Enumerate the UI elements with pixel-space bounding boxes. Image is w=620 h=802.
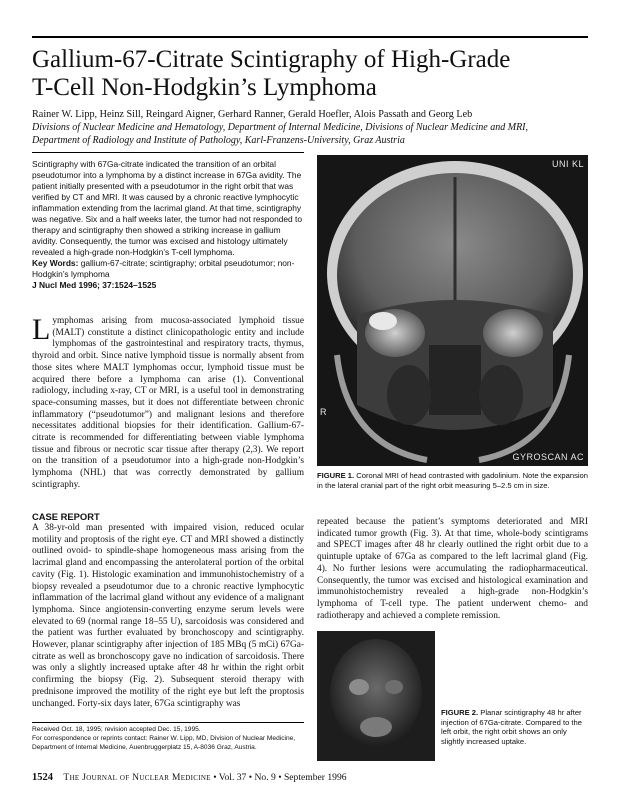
keywords [32, 258, 304, 280]
affiliation-line-2: Department of Radiology and Institute of Pathology, Karl-Franzens-University, Graz Austria [32, 135, 405, 146]
mri-label-top-right: UNI KL [551, 159, 584, 169]
keywords-text: gallium-67-citrate; scintigraphy; orbital pseudotumor; non-Hodgkin’s lymphoma [32, 258, 295, 279]
figure-1-caption-text: Coronal MRI of head contrasted with gadolinium. Note the expansion in the lateral cranial part of the right orbit measuring 5–2.5 cm in size. [317, 471, 589, 490]
affiliations [32, 121, 588, 147]
figure-2-scintigraphy-image [317, 631, 435, 761]
figure-2-caption-label: FIGURE 2. [441, 708, 479, 717]
scintigraphy-drawing [317, 631, 435, 761]
drop-cap: L [32, 313, 51, 346]
figure-2-caption [441, 708, 588, 746]
top-rule [32, 36, 588, 38]
page-number: 1524 [32, 772, 53, 783]
mri-scan-drawing [317, 155, 588, 466]
page-footer [32, 772, 588, 783]
abstract-box [32, 152, 304, 291]
keywords-label: Key Words: [32, 258, 79, 268]
affiliation-line-1: Divisions of Nuclear Medicine and Hematology, Department of Internal Medicine, Divisions of Nuclear Medicine and MRI, [32, 122, 529, 133]
mri-label-side: R [320, 407, 327, 417]
title-line-1: Gallium-67-Citrate Scintigraphy of High-Grade [32, 46, 511, 73]
citation: J Nucl Med 1996; 37:1524–1525 [32, 280, 157, 290]
author-list: Rainer W. Lipp, Heinz Sill, Reingard Aigner, Gerhard Ranner, Gerald Hoefler, Alois Passath and Georg Leb [32, 109, 473, 120]
mri-label-bottom-right: GYROSCAN AC [512, 452, 584, 462]
abstract-text: Scintigraphy with 67Ga-citrate indicated the transition of an orbital pseudotumor into a lymphoma by a distinct increase in 67Ga avidity. The patient initially presented with a pseudotumor in the right orbit that was verified by CT and MRI. It was caused by a chronic reactive lymphocytic inflammation extending from the lacrimal gland. At that time, scintigraphy was negative. Six and a half weeks later, the tumor had not responded to therapy and scintigraphy then showed a striking increase in gallium avidity. Consequently, the tumor was excised and histology ultimately revealed a high-grade non-Hodgkin’s T-cell lymphoma. [32, 159, 303, 257]
title-line-2: T-Cell Non-Hodgkin’s Lymphoma [32, 74, 377, 101]
case-report-heading: CASE REPORT [32, 511, 100, 522]
footnote [32, 722, 304, 752]
journal-name: The Journal of Nuclear Medicine [63, 772, 211, 783]
footnote-correspondence: For correspondence or reprints contact: Rainer W. Lipp, MD, Division of Nuclear Medicine, Department of Internal Medicine, Auenbruggerplatz 15, A-8036 Graz, Austria. [32, 734, 296, 751]
article-title [32, 46, 588, 102]
figure-2-caption-text: Planar scintigraphy 48 hr after injection of 67Ga-citrate. Compared to the left orbit, the right orbit shows an only slightly increased uptake. [441, 708, 582, 746]
introduction-paragraph [32, 313, 304, 492]
figure-1-mri-image [317, 155, 588, 466]
case-report-text: A 38-yr-old man presented with impaired vision, reduced ocular motility and proptosis of the right eye. CT and MRI showed a distinctly outlined ovoid- to spindle-shape homogeneous mass arising from the lacrimal gland and encompassing the anterolateral portion of the orbital cavity (Fig. 1). Histologic examination and immunohistochemistry of a biopsy revealed a pseudotumor due to a chronic reactive lymphocytic inflammation of the lacrimal gland without any evidence of a malignant lymphoma. Since angiotensin-converting enzyme serum levels were elevated to 69 (normal range 18–55 U), sarcoidosis was considered and the patient was further evaluated by bronchoscopy and scintigraphy. However, planar scintigraphy after injection of 185 MBq (5 mCi) 67Ga-citrate as well as bronchoscopy gave no indication of sarcoidosis. There was only a slightly increased uptake after 48 hr within the right orbit confirming the biopsy (Fig. 2). Subsequent steroid therapy with prednisone improved the motility of the right eye but left the proptosis unchanged. Forty-six days later, 67Ga scintigraphy was [32, 523, 304, 709]
footnote-received: Received Oct. 18, 1995; revision accepted Dec. 15, 1995. [32, 726, 201, 733]
issue-info: • Vol. 37 • No. 9 • September 1996 [213, 772, 347, 783]
figure-1-caption-label: FIGURE 1. [317, 471, 355, 480]
introduction-text: ymphomas arising from mucosa-associated lymphoid tissue (MALT) constitute a distinct clinicopathologic entity and include lymphomas of the gastrointestinal and respiratory tracts, thymus, thyroid and orbit. Since native lymphoid tissue is normally absent from those sites where MALT lymphomas occur, lymphoid tissue must be acquired there before a lymphoma can arise (1). Conventional radiology, including x-ray, CT or MRI, is a useful tool in demonstrating space-consuming masses, but it does not differentiate between chronic inflammatory (“pseudotumor”) and malignant lesions and therefore necessitates additional biopsies for their identification. Gallium-67-citrate is recommended for differentiating between viable lymphoma tissue and fibrous or necrotic scar tissue after therapy (2,3). We report on the transition of a pseudotumor into a high-grade non-Hodgkin’s lymphoma (NHL) that was correctly demonstrated by gallium scintigraphy. [32, 316, 304, 490]
figure-1-caption [317, 471, 588, 490]
case-report-continued: repeated because the patient’s symptoms deteriorated and MRI indicated tumor growth (Fig. 3). At that time, whole-body scintigrams and SPECT images after 48 hr clearly outlined the right orbit due to a quintuple uptake of 67Ga as compared to the left lacrimal gland (Fig. 4). No further lesions were accumulating the radiopharmaceutical. Consequently, the tumor was excised and histological examination and immunohistochemistry revealed a high-grade non-Hodgkin’s lymphoma of T-cell type. The patient underwent chemo- and radiotherapy and achieved a complete remission. [317, 517, 588, 621]
